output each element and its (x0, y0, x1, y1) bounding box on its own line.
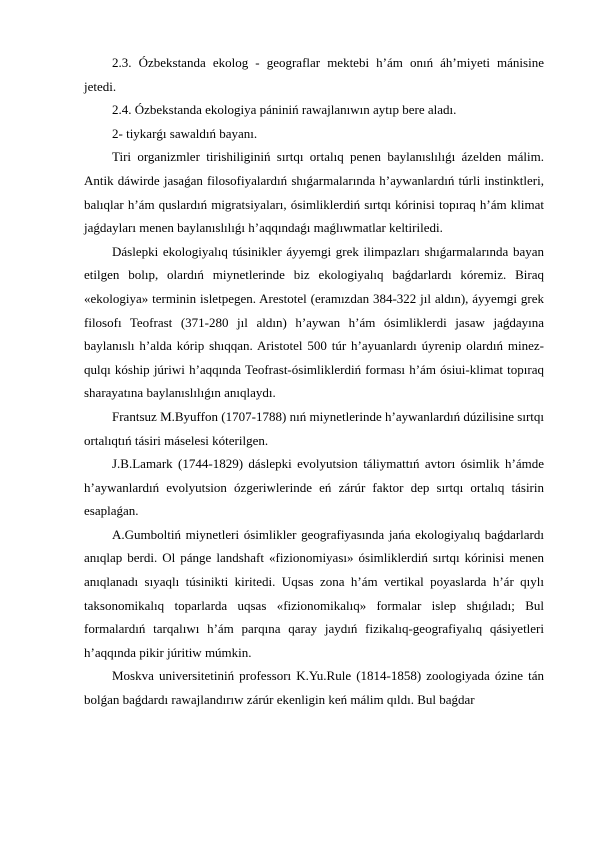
paragraph-antiquity: Tiri organizmler tirishiliginiń sırtqı ortalıq penen baylanıslılıǵı ázelden málim. Antik dáwirde jasaǵan filosofiyalardıń shıǵarmalarında h’aywanlardıń túrli instinktleri, balıqlar h’ám quslardıń migratsiyaları, ósimliklerdiń sırtqı kórinisi topıraq h’ám klimat jaǵdayları menen baylanıslılıǵı h’aqqındaǵı maǵlıwmatlar keltiriledi. (84, 149, 544, 236)
paragraph-item-2-3: 2.3. Ózbekstanda ekolog - geograflar mektebi h’ám onıń áh’miyeti mánisine jetedi. (84, 55, 544, 94)
paragraph-buffon: Frantsuz M.Byuffon (1707-1788) nıń miynetlerinde h’aywanlardıń dúzilisine sırtqı ortalıqtıń tásiri máselesi kóterilgen. (84, 408, 544, 448)
document-page (84, 51, 544, 712)
paragraph-item-2-4: 2.4. Ózbekstanda ekologiya pániniń rawajlanıwın aytıp bere aladı. (112, 102, 457, 118)
paragraph-rule: Moskva universitetiniń professorı K.Yu.Rule (1814-1858) zoologiyada ózine tán bolǵan baǵdardı rawajlandırıw zárúr ekenligin keń málim qıldı. Bul baǵdar (84, 668, 544, 708)
paragraph-greek-scholars: Dáslepki ekologiyalıq túsinikler áyyemgi grek ilimpazları shıǵarmalarında bayan etilgen bolıp, olardıń miynetlerinde biz ekologiyalıq baǵdarlardı kóremiz. Biraq «ekologiya» terminin isletpegen. Arestotel (eramızdan 384-322 jıl aldın), áyyemgi grek filosofı Teofrast (371-280 jıl aldın) h’aywan h’ám ósimliklerdi jasaw jaǵdayına baylanıslı h’alda kórip shıqqan. Aristotel 500 túr h’ayuanlardı úyrenip olardıń minez-qulqı kóship júriwi h’aqqında Teofrast-ósimliklerdiń forması h’ám ósiui-klimat topıraq sharayatına baylanıslılıǵın anıqlaydı. (84, 243, 544, 401)
paragraph-lamarck: J.B.Lamark (1744-1829) dáslepki evolyutsion táliymattıń avtorı ósimlik h’ámde h’aywanlardıń evolyutsion ózgeriwlerinde eń zárúr faktor dep sırtqı ortalıq tásirin esaplaǵan. (84, 456, 544, 519)
section-heading: 2- tiykarǵı sawaldıń bayanı. (112, 125, 258, 141)
paragraph-humboldt: A.Gumboltiń miynetleri ósimlikler geografiyasında jańa ekologiyalıq baǵdarlardı anıqlap berdi. Ol pánge landshaft «fizionomiyası» ósimliklerdiń sırtqı kórinisi menen anıqlanadı sıyaqlı túsinikti kiritedi. Uqsas zona h’ám vertikal poyaslarda h’ár qıylı taksonomikalıq toparlarda uqsas «fizionomikalıq» formalar islep shıǵıladı; Bul formalardıń tarqalıwı h’ám parqına qaray jaydıń fizikalıq-geografiyalıq qásiyetleri h’aqqında pikir júritiw múmkin. (84, 526, 544, 660)
